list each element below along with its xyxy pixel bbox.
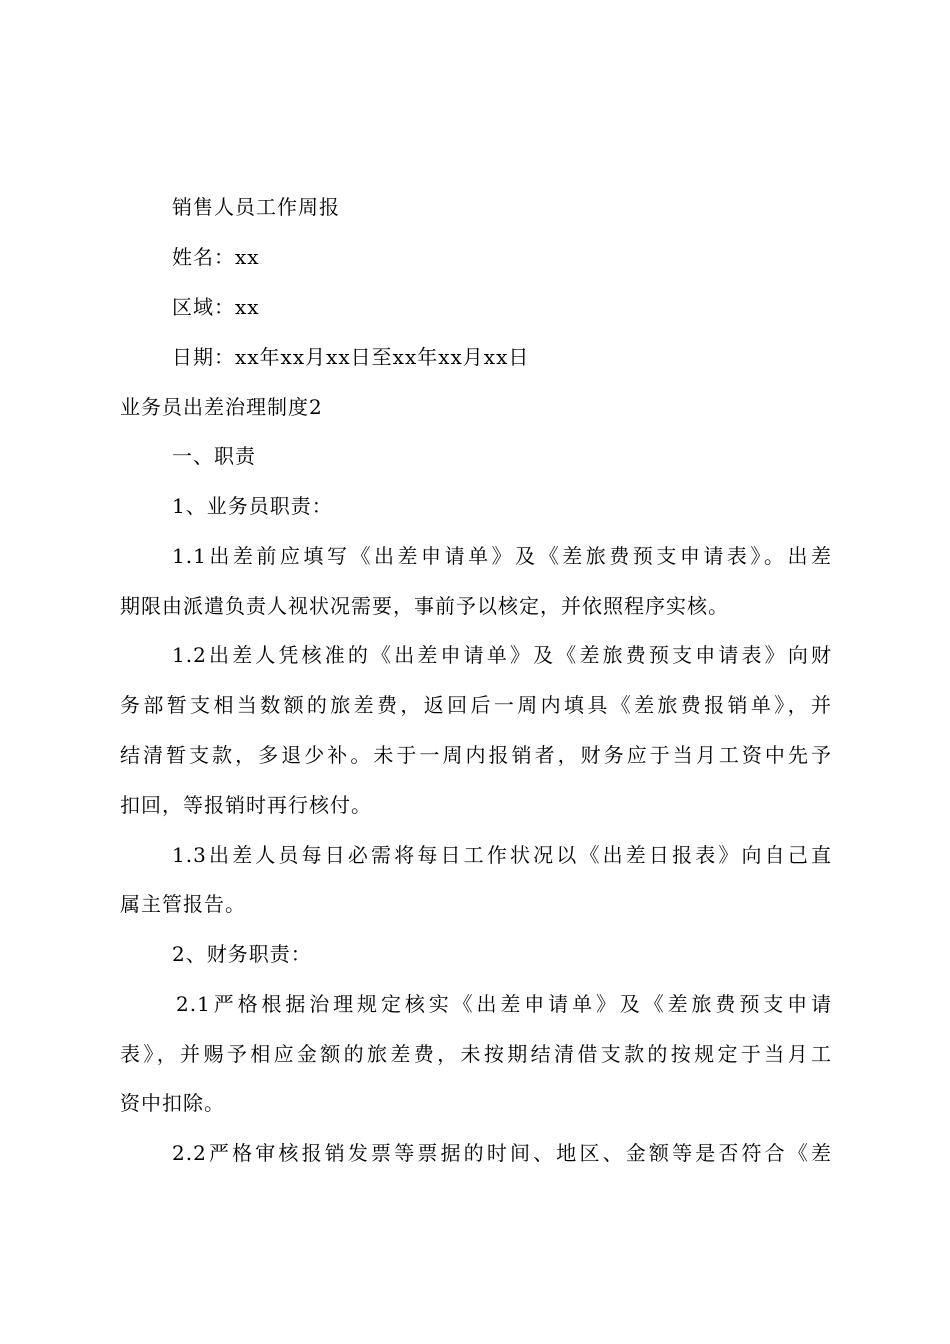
heading-duties: 一、职责	[172, 444, 256, 468]
clause-2-1-line-1: 2.1严格根据治理规定核实《出差申请单》及《差旅费预支申请	[176, 992, 832, 1016]
clause-1-2-line-2: 务部暂支相当数额的旅差费，返回后一周内填具《差旅费报销单》，并	[120, 693, 832, 717]
clause-2-1-line-2: 表》，并赐予相应金额的旅差费，未按期结清借支款的按规定于当月工	[120, 1042, 832, 1066]
section-title: 业务员出差治理制度2	[120, 395, 323, 419]
region-line: 区域：xx	[172, 295, 260, 319]
clause-1-3-line-1: 1.3出差人员每日必需将每日工作状况以《出差日报表》向自己直	[172, 843, 832, 867]
name-line: 姓名：xx	[172, 245, 260, 269]
date-line: 日期：xx年xx月xx日至xx年xx月xx日	[172, 345, 530, 369]
clause-1-2-line-3: 结清暂支款，多退少补。未于一周内报销者，财务应于当月工资中先予	[120, 743, 832, 767]
report-title: 销售人员工作周报	[172, 195, 340, 219]
subheading-finance-duties: 2、财务职责：	[172, 942, 312, 966]
clause-1-1-line-1: 1.1出差前应填写《出差申请单》及《差旅费预支申请表》。出差	[172, 544, 832, 568]
subheading-salesperson-duties: 1、业务员职责：	[172, 494, 333, 518]
clause-1-3-line-2: 属主管报告。	[120, 892, 246, 916]
clause-1-2-line-1: 1.2出差人凭核准的《出差申请单》及《差旅费预支申请表》向财	[172, 643, 832, 667]
clause-1-1-line-2: 期限由派遣负责人视状况需要，事前予以核定，并依照程序实核。	[120, 594, 729, 618]
clause-2-2-line-1: 2.2严格审核报销发票等票据的时间、地区、金额等是否符合《差	[172, 1141, 832, 1165]
clause-2-1-line-3: 资中扣除。	[120, 1091, 225, 1115]
clause-1-2-line-4: 扣回，等报销时再行核付。	[120, 793, 372, 817]
